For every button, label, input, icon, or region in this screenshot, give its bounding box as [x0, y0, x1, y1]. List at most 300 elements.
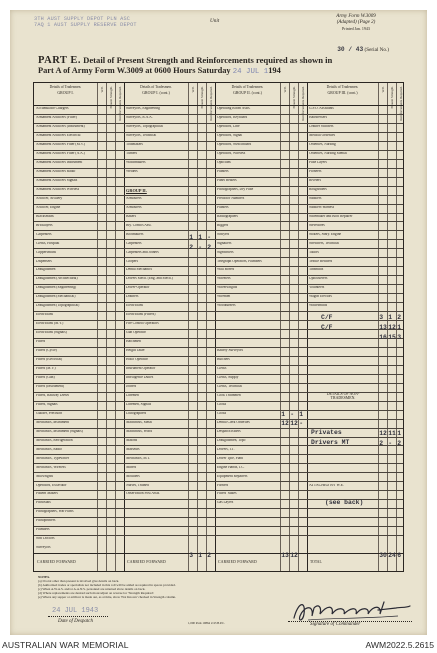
- group1b-trade: Turners: [126, 152, 138, 155]
- row-divider: [34, 230, 403, 231]
- group1b-trade: Bakers: [126, 214, 136, 218]
- row-divider: [34, 508, 403, 509]
- group2-trade: Engine Hands, I.C.: [217, 465, 245, 469]
- details-header-label: Details of Tradesmen.: [49, 85, 82, 89]
- see-back-note: (see back): [325, 499, 364, 507]
- group1-trade: Artificer, Artillery: [36, 196, 63, 200]
- column-header-reinf: Reinforcements Required.: [117, 86, 122, 121]
- group1-trade: Mechanics, Radio: [36, 447, 62, 451]
- group1-trade: Mechanics, Wireless: [36, 465, 66, 469]
- column-header-present: Present Strength.: [199, 86, 204, 109]
- row-divider: [34, 490, 403, 491]
- title-date-stamp: 24 JUL 1: [232, 68, 269, 76]
- row-divider: [34, 517, 403, 518]
- column-divider: [115, 83, 116, 571]
- column-header-present: Present Strength.: [108, 86, 113, 109]
- group3-trade: Saddlers: [309, 196, 322, 200]
- row-divider: [34, 239, 403, 240]
- group1b-trade: Masseurs: [126, 447, 140, 451]
- group3-trade: Orderlies, Nursing: [309, 143, 336, 147]
- group1-trade: Armament Artificers Fitter (A.A.): [36, 152, 85, 155]
- group3-trade: Whitesmiths: [309, 304, 328, 308]
- group1b-trade: Drivers Mech. (Eng. and Mech.): [126, 277, 173, 281]
- column-header-we: W.E.: [282, 86, 287, 93]
- group1-trade: Electricians (Signals): [36, 331, 67, 335]
- archive-caption: AUSTRALIAN WAR MEMORIAL: [2, 640, 129, 650]
- group3-trade: Tailors: [309, 250, 319, 254]
- group1b-trade: GROUP II.: [126, 187, 147, 193]
- carried-forward-group3: 30: [379, 551, 387, 559]
- group1b-trade: Coopers: [126, 259, 138, 263]
- cf-values-a: 2: [397, 314, 402, 322]
- title-year: 194: [268, 66, 281, 75]
- row-divider: [34, 293, 403, 294]
- column-header-reinf: Reinforcements Required.: [398, 86, 403, 121]
- group1b-trade: Machinists, Metal: [126, 420, 152, 424]
- serial-typed: 30 / 43: [337, 46, 364, 53]
- group1-trade: Surveyors: [36, 546, 51, 550]
- group2-trade: Wall Borers: [217, 268, 235, 272]
- row-divider: [34, 311, 403, 312]
- column-divider: [280, 83, 281, 571]
- group2-trade: Riggers: [217, 223, 229, 227]
- group1b-trade: Mechanics, M.T.: [126, 456, 151, 460]
- carried-forward-group3: 24: [388, 551, 396, 559]
- group1-trade: Mechanics, Typewriter: [36, 456, 70, 460]
- carpenters-values: 1: [189, 233, 194, 241]
- non-tradesmen-heading: DETAILS OF NON-TRADESMEN.: [326, 392, 360, 400]
- column-divider: [124, 83, 125, 571]
- group1-trade: Fitters: [36, 340, 46, 344]
- group1-trade: Draughtsmen (Engineering): [36, 286, 77, 290]
- cf-values-b: 1: [397, 324, 402, 332]
- note-item: (d) Where replacements are desired such more/adjust on reverse for 'Strength Required'.: [38, 591, 155, 595]
- cf-values-c: 16: [379, 333, 387, 341]
- column-header-details: [307, 85, 378, 95]
- butchers-values: -: [290, 411, 295, 419]
- title-rest: Detail of Present Strength and Reinforcements required as shown in: [83, 55, 333, 65]
- group1-trade: Photographers, War Films: [36, 510, 74, 514]
- group2-trade: Photographers, Dry Plate: [217, 187, 254, 191]
- group3-trade: Upholsterers: [309, 277, 328, 281]
- carried-forward-group1: 1: [198, 551, 203, 559]
- group1-trade: Saw Doctors: [36, 537, 55, 541]
- group2-trade: Predictor Numbers: [217, 196, 245, 200]
- group1b-trade: Moulders: [126, 474, 140, 478]
- group-header-label: GROUP I.: [57, 91, 74, 96]
- clerks-values: 12: [290, 419, 298, 427]
- group2-trade: Clerks, Supply: [217, 376, 239, 379]
- serial-label: (Serial No.): [364, 47, 389, 53]
- group3-trade: Shoemaker and Boot Repairer: [309, 214, 353, 218]
- column-divider: [97, 83, 98, 571]
- row-divider: [34, 428, 403, 429]
- group2-trade: Radiographers: [217, 214, 238, 218]
- group1-trade: Armament Artificers Fitter (M.V.): [36, 143, 85, 147]
- cf-label: C/F: [321, 323, 333, 331]
- group1b-trade: Miners: [126, 465, 137, 469]
- despatch-date-stamp: 24 JUL 1943: [52, 607, 99, 615]
- row-divider: [34, 383, 403, 384]
- column-header-details: [34, 85, 97, 95]
- drivers-values: 2: [397, 439, 402, 447]
- group1b-trade: Observation Post Assts.: [126, 492, 161, 496]
- group1-trade: Mechanics, Refrigeration: [36, 438, 73, 442]
- group1b-trade: Joiners: [126, 384, 137, 388]
- row-divider: [34, 204, 403, 205]
- group1-trade: Draughtsmen (Mechanical): [36, 295, 76, 299]
- carried-forward-label: CARRIED FORWARD: [127, 560, 166, 564]
- group1-trade: Armament Artificers Electrical: [36, 134, 81, 138]
- group1b-trade: Armourers: [126, 196, 142, 200]
- group1-trade: Fitters (Electrical): [36, 358, 63, 362]
- group2-trade: Clerks, Technical: [217, 384, 243, 388]
- group3-trade: Stevedores: [309, 223, 325, 227]
- column-header-present: Present Strength.: [291, 86, 296, 109]
- unit-label: Unit: [210, 18, 220, 24]
- group2-trade: Battery Surveyors: [217, 349, 244, 353]
- group1-trade: Accumulator Chargers: [36, 107, 69, 111]
- date-of-despatch-label: Date of Despatch: [58, 619, 93, 624]
- form-adapted: (Adapted) (Page 2): [336, 20, 376, 25]
- column-header-we: W.E.: [99, 86, 104, 93]
- group1b-trade: Electricians: [126, 304, 143, 308]
- group2-trade: Opticians: [217, 160, 231, 164]
- note-item: (b) Authorized trades or specialists not included in this roll will be added as required in spaces provided.: [38, 583, 176, 587]
- unit-stamp: [34, 16, 204, 29]
- group2-trade: Painters: [217, 205, 229, 209]
- serial-number: [337, 46, 389, 53]
- column-divider: [298, 83, 299, 571]
- row-divider: [34, 463, 403, 464]
- group1b-trade: Electricians (Fitters): [126, 313, 156, 317]
- group2-trade: Operating Room Assts.: [217, 107, 251, 111]
- note-item: (e) Where any sapper or artificer is made out, as at time, show 'Not Known' checked in Strength column.: [38, 595, 176, 599]
- header-divider: [34, 105, 403, 106]
- privates-values: 1: [397, 429, 402, 437]
- row-divider: [34, 114, 403, 115]
- group3-trade: Medical Orderlies: [309, 134, 336, 138]
- group1-trade: Fitters, Signals: [36, 402, 58, 406]
- group1-trade: Draughtsmen: [36, 268, 56, 272]
- date-underline: [48, 616, 108, 617]
- group1b-trade: Carpenters: [126, 241, 142, 245]
- group1b-trade: Linemen: [126, 393, 139, 397]
- group3-trade: Saddlers-Harness: [309, 205, 335, 209]
- group1b-trade: Hollo Operator: [126, 358, 148, 362]
- group1-trade: Armament Artificers Signals: [36, 178, 78, 182]
- butchers-values: 1: [299, 411, 304, 419]
- group1-trade: Armament Artificers Radio: [36, 169, 76, 173]
- column-divider: [106, 83, 107, 571]
- group1b-trade: Bty. Comd's Asst.: [126, 223, 152, 227]
- clerks-values: 12: [281, 419, 289, 427]
- group1-trade: Blacksmiths: [36, 214, 54, 218]
- row-divider: [34, 284, 403, 285]
- row-divider: [34, 168, 403, 169]
- group1b-trade: Watchmakers: [126, 160, 146, 164]
- column-divider: [307, 83, 308, 571]
- group2-trade: Signwriters: [217, 250, 234, 254]
- group3-trade: Plate Layers: [309, 160, 327, 164]
- group2-trade: Operators, Wireless: [217, 152, 246, 155]
- group1b-trade: Masons: [126, 438, 138, 442]
- group2-trade: Operators, Keyboard: [217, 116, 248, 120]
- group3-trade: Wagon Erectors: [309, 295, 332, 299]
- army-form-page: [10, 10, 427, 635]
- group2-trade: Telegraph Operators, Plumbers: [217, 259, 262, 263]
- row-divider: [34, 266, 403, 267]
- privates-label: Privates: [311, 429, 342, 437]
- group2-trade: Panel Beaters: [217, 178, 237, 182]
- row-divider: [34, 213, 403, 214]
- row-divider: [34, 177, 403, 178]
- group1-trade: Bricklayers: [36, 223, 53, 227]
- group2-trade: Butchers: [217, 358, 230, 362]
- carpenters-joiners-values: 2: [189, 244, 194, 252]
- group2-trade: Operators, Switchboard: [217, 143, 252, 147]
- group1-trade: Photostats: [36, 501, 51, 505]
- group1b-trade: Carpenters and Joiners: [126, 250, 159, 254]
- group1-trade: Fitters, Railway Diesel: [36, 393, 70, 397]
- form-name: Army Form W.3009: [336, 14, 376, 19]
- group1b-trade: Fire Control Operators: [126, 322, 159, 326]
- column-header-we: W.E.: [190, 86, 195, 93]
- cf-label: C/F: [321, 313, 333, 321]
- cf-values-a: 1: [388, 314, 393, 322]
- column-divider: [197, 83, 198, 571]
- column-header-we: W.E.: [380, 86, 385, 93]
- row-divider: [34, 141, 403, 142]
- group2-trade: Cook Tritonmen: [217, 393, 241, 397]
- group1b-trade: Instrument Operator: [126, 367, 156, 371]
- row-divider: [34, 150, 403, 151]
- group1-trade: Operators, Excavator: [36, 483, 67, 487]
- group2-trade: Operators, Line: [217, 125, 240, 129]
- row-divider: [34, 159, 403, 160]
- group2-trade: Drivers, I.T.: [217, 447, 235, 451]
- row-divider: [34, 365, 403, 366]
- column-divider: [289, 83, 290, 571]
- row-divider: [34, 195, 403, 196]
- page-title-line2: [38, 66, 281, 76]
- group1b-trade: Bootmakers: [126, 232, 144, 236]
- group1-trade: Mechanics, Instrument (Signals): [36, 429, 83, 433]
- title-line2-text: Part A of Army Form W.3009 at 0600 Hours Saturday: [38, 66, 231, 75]
- group1-trade: Electricians: [36, 313, 53, 317]
- cf-values-c: 15: [388, 333, 396, 341]
- group1-trade: Artificer, Engine: [36, 205, 61, 209]
- cf-values-c: 3: [397, 333, 402, 341]
- carried-forward-group1: 3: [189, 551, 194, 559]
- row-divider: [34, 329, 403, 330]
- details-header-label: Details of Tradesmen.: [140, 85, 172, 89]
- privates-values: 11: [388, 429, 396, 437]
- row-divider: [34, 338, 403, 339]
- group1-trade: Fitters (Instrument): [36, 384, 65, 388]
- notes-title: NOTES.: [38, 576, 51, 579]
- group1-trade: Fitters (M.V.): [36, 367, 56, 371]
- row-divider: [34, 347, 403, 348]
- group3-trade: Leather Stitchers: [309, 125, 334, 129]
- group1b-trade: Lithographers: [126, 411, 147, 415]
- group3-trade: Stokers, Stnry. Engine: [309, 232, 342, 236]
- row-divider: [34, 248, 403, 249]
- form-identifier: [321, 14, 391, 32]
- details-header-label: Details of Tradesmen.: [326, 85, 359, 89]
- column-divider: [206, 83, 207, 571]
- group2-trade: Operators, Signal: [217, 134, 243, 138]
- row-divider: [34, 257, 403, 258]
- privates-values: 12: [379, 429, 387, 437]
- group2-trade: Draughtsmen, Topo: [217, 438, 246, 442]
- group2-trade: Cooks: [217, 402, 227, 406]
- group1-trade: Armament Artificers (Fitter): [36, 116, 77, 120]
- group2-trade: Cooks: [217, 411, 227, 415]
- group2-trade: Fitters' Mates: [217, 492, 237, 496]
- note-item: (c) When A.W.A.S. and/or A.A.N.S. personnel are returned show details on back.: [38, 587, 146, 591]
- group3-trade: Pioneers: [309, 169, 322, 173]
- strength-table: [33, 82, 404, 572]
- group1b-trade: Surveyors, Topographical: [126, 125, 164, 129]
- group2-trade: Woodturners: [217, 304, 236, 308]
- group2-trade: Gas Layers: [217, 501, 234, 505]
- group1-trade: Dispensers: [36, 259, 52, 263]
- group-header-label: GROUP I. (cont.): [142, 91, 170, 96]
- group-header-label: GROUP III. (cont.): [327, 91, 358, 96]
- row-divider: [34, 186, 403, 187]
- group2-trade: Wheelwrights: [217, 286, 238, 290]
- column-header-present: Present Strength.: [389, 86, 394, 109]
- row-divider: [34, 419, 403, 420]
- group2-trade: Signallers: [217, 241, 232, 245]
- drivers-values: -: [388, 439, 393, 447]
- row-divider: [34, 356, 403, 357]
- group1-trade: Draughtsmen (Topographical): [36, 304, 80, 308]
- carried-forward-group2: 12: [290, 551, 298, 559]
- attached-label: ATTACHED BY W.E.: [309, 483, 344, 487]
- row-divider: [34, 401, 403, 402]
- group3-trade: Riveters: [309, 178, 321, 182]
- drivers-label: Drivers MT: [311, 439, 350, 447]
- total-label: TOTAL: [310, 560, 322, 564]
- group-header-label: GROUP II. (cont.): [233, 91, 262, 96]
- group1b-trade: Surveyors, R.A.A.: [126, 116, 153, 120]
- group1-trade: Millwrights: [36, 474, 53, 478]
- group3-trade: Roughriders: [309, 187, 327, 191]
- group1-trade: Carpenters: [36, 232, 52, 236]
- group1-trade: Fitters (Cycle): [36, 349, 57, 353]
- group3-trade: Tinsmiths: [309, 268, 324, 272]
- group1-trade: Armament Artificers Wireless: [36, 187, 80, 191]
- row-divider: [34, 437, 403, 438]
- group1b-trade: Toolmakers: [126, 143, 143, 147]
- page-title: [38, 55, 332, 66]
- column-header-reinf: Reinforcements Required.: [300, 86, 305, 121]
- row-divider: [34, 481, 403, 482]
- row-divider: [34, 472, 403, 473]
- group1-trade: Plumbers: [36, 528, 50, 532]
- group1-trade: Coppersmiths: [36, 250, 56, 254]
- form-print-note: Printed Jan. 1943: [342, 26, 370, 31]
- group1b-trade: Nurses, Trained: [126, 483, 149, 487]
- group1b-trade: Welders: [126, 169, 138, 173]
- group2-trade: Clerks: [217, 367, 227, 371]
- group3-trade: Volunteers: [309, 286, 325, 290]
- group1-trade: Armament Artificers Instrument: [36, 160, 83, 164]
- carried-forward-group2: 13: [281, 551, 289, 559]
- row-divider: [34, 526, 403, 527]
- group2-trade: Wiremen: [217, 295, 231, 299]
- group1-trade: Mechanics, Instrument: [36, 420, 69, 424]
- group2-trade: Equipment Repairers: [217, 474, 248, 478]
- group1b-trade: Intelligence Duties: [126, 376, 154, 379]
- group3-trade: Hairdressers: [309, 116, 327, 120]
- group1b-trade: Height Taker: [126, 349, 145, 353]
- carried-forward-group1: 2: [207, 551, 212, 559]
- row-divider: [34, 320, 403, 321]
- group1b-trade: Machinists, Wood: [126, 429, 152, 433]
- column-header-details: [215, 85, 280, 95]
- archive-reference: AWM2022.5.2615: [365, 640, 434, 650]
- title-part: PART E.: [38, 55, 81, 66]
- unit-stamp-line2: 7AQ 1 AUST SUPPLY RESERVE DEPOT: [34, 22, 137, 29]
- group1-trade: Clerks, Hospital: [36, 241, 60, 245]
- group2-trade: Painters: [217, 169, 229, 173]
- group1b-trade: Hatchmen: [126, 340, 141, 344]
- column-divider: [188, 83, 189, 571]
- row-divider: [34, 123, 403, 124]
- group1b-trade: Dental Mechanics: [126, 268, 153, 272]
- group3-trade: Textile Refitters: [309, 259, 333, 263]
- column-header-reinf: Reinforcements Required.: [208, 86, 213, 121]
- row-divider: [34, 535, 403, 536]
- group1-trade: Fitters (Gun): [36, 376, 55, 379]
- group1-trade: Photoprinters: [36, 519, 56, 523]
- note-item: (a) If total other than present is involved give details on back.: [38, 579, 120, 583]
- group1b-trade: Linemen, Signals: [126, 402, 152, 406]
- carpenters-values: -: [207, 233, 212, 241]
- carpenters-joiners-values: -: [198, 244, 203, 252]
- carried-forward-label: CARRIED FORWARD: [218, 560, 257, 564]
- clerks-values: -: [299, 419, 304, 427]
- group1b-trade: Driver-Operator: [126, 286, 150, 290]
- column-header-details: [124, 85, 188, 95]
- group1b-trade: Drainers: [126, 295, 139, 299]
- row-divider: [34, 374, 403, 375]
- group2-trade: Driver Tpte, Plant: [217, 456, 243, 460]
- group3-trade: Stretchers, Technical: [309, 241, 340, 245]
- group3-trade: Orderlies, Nursing Mental: [309, 152, 347, 155]
- drivers-values: 2: [379, 439, 384, 447]
- group2-trade: Farriers: [217, 483, 229, 487]
- group1-trade: Draughtsmen (Architectural): [36, 277, 78, 281]
- group1-trade: Electricians (M.V.): [36, 322, 64, 326]
- butchers-values: 1: [281, 411, 286, 419]
- carpenters-joiners-values: 2: [207, 244, 212, 252]
- group2-trade: Wheelers: [217, 277, 231, 281]
- row-divider: [34, 275, 403, 276]
- carried-forward-group3: 6: [397, 551, 402, 559]
- group3-trade: G.P.O. Assistants: [309, 107, 334, 111]
- row-divider: [34, 302, 403, 303]
- row-divider: [34, 132, 403, 133]
- group2-trade: Sawyers: [217, 232, 230, 236]
- group1-trade: Armament Artificers (Instrument): [36, 125, 85, 129]
- group1b-trade: Gun Operator: [126, 331, 146, 335]
- carried-forward-label: CARRIED FORWARD: [37, 560, 76, 564]
- group1-trade: Pattern Makers: [36, 492, 58, 496]
